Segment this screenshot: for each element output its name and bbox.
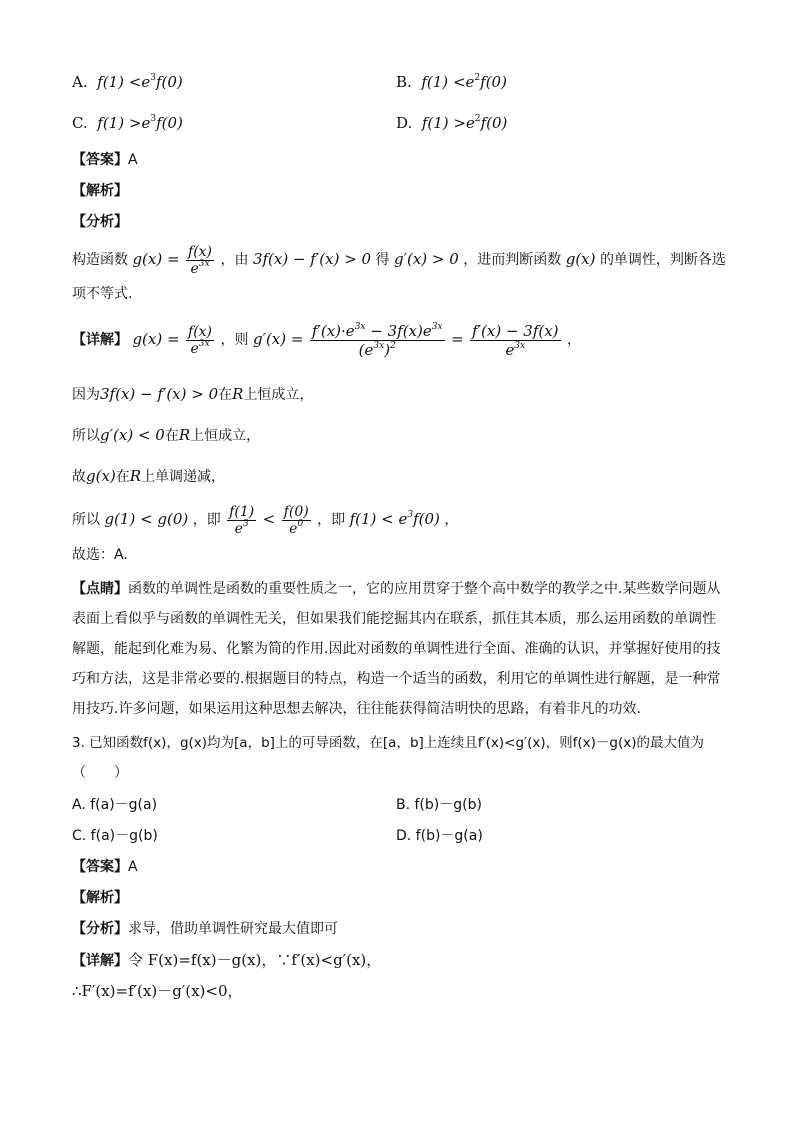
final-line — [72, 496, 458, 543]
option-c-label: C. — [72, 114, 88, 132]
option-b-rhs: f(0) — [480, 73, 507, 91]
xj-den-exp: 3x — [373, 340, 385, 351]
fin-fraction-1-den: $e^3$ — [234, 518, 249, 537]
q3-answer — [72, 857, 138, 877]
q2-answer — [72, 150, 138, 170]
gu-c: 上单调递减， — [141, 469, 226, 485]
because-expr: 3f(x) − f′(x) > 0 — [100, 385, 219, 403]
dianjing-line-3: 解题，能起到化难为易、化繁为简的作用.因此对函数的单调性进行全面、准确的认识，并掌握好使用的技 — [72, 641, 721, 657]
q3-fenxi-text: 求导，借助单调性研究最大值即可 — [128, 921, 338, 937]
option-b-exp: 2 — [474, 73, 481, 83]
option-d-rhs: f(0) — [480, 114, 508, 132]
xj-fraction-2-num — [310, 322, 445, 341]
fin-b: ，即 — [192, 512, 221, 528]
fenxi-line-1 — [72, 240, 726, 279]
fenxi-fraction — [186, 244, 214, 277]
fin-expr: g(1) < g(0) — [104, 510, 189, 528]
fin-expr2 — [350, 510, 440, 528]
fin-fraction-2-den: $e^0$ — [289, 518, 304, 537]
option-d-exp: 2 — [474, 114, 481, 124]
fenxi-fraction-num: f(x) — [188, 243, 213, 260]
q3-xiangjie — [72, 950, 381, 971]
option-a-op: < — [128, 73, 142, 91]
option-a-exp: 3 — [150, 73, 156, 83]
xj-den-close: ) — [384, 340, 391, 359]
option-c-lhs: f(1) — [97, 114, 125, 132]
q3-fenxi-tag: 【分析】 — [72, 921, 128, 937]
xj-equals: = — [451, 330, 464, 348]
option-d-label: D. — [396, 114, 413, 132]
xj-gprime: g′(x) = — [252, 330, 304, 348]
fin-fraction-1-num: f(1) — [229, 503, 255, 520]
jiexi-tag: 【解析】 — [72, 183, 128, 199]
gu-a: 故 — [72, 469, 86, 485]
xj-fraction-3-num: f′(x) − 3f(x) — [472, 321, 559, 340]
so-line — [72, 425, 260, 446]
xiangjie-tag: 【详解】 — [72, 332, 128, 348]
xj-den-pow: 2 — [390, 340, 396, 351]
fenxi-den-base: e — [190, 260, 199, 277]
q3-xiangjie-tag: 【详解】 — [72, 953, 128, 969]
so-a: 所以 — [72, 428, 100, 444]
xj-comma: ， — [566, 332, 581, 348]
q3-answer-tag: 【答案】 — [72, 859, 128, 875]
option-a-lhs: f(1) — [97, 73, 124, 91]
dianjing-paragraph — [72, 574, 722, 724]
xj-fraction-1-exp: 3x — [198, 338, 210, 349]
xj-num-mid: − 3f(x)e — [365, 321, 432, 340]
q3-blank: （ ） — [72, 765, 128, 781]
gu-line — [72, 466, 225, 487]
q3-option-c: C. f(a)－g(b) — [72, 828, 158, 844]
because-c: 上恒成立， — [243, 387, 314, 403]
xj-fraction-1 — [186, 324, 214, 357]
answer-value: A — [128, 152, 138, 168]
xj-fraction-3 — [470, 322, 560, 359]
option-d — [396, 113, 507, 133]
option-a — [72, 72, 183, 92]
option-b-op: < — [452, 73, 466, 91]
q3-option-b: B. f(b)－g(b) — [396, 797, 482, 813]
document-page — [72, 0, 726, 1123]
fin-a: 所以 — [72, 512, 100, 528]
fenxi-fraction-den — [186, 258, 214, 277]
option-c — [72, 113, 183, 133]
q3-jiexi-tag: 【解析】 — [72, 890, 128, 906]
fenxi-text-c: 得 — [375, 252, 390, 268]
xj-num-a: f′(x)·e — [311, 321, 355, 340]
xj-fraction-1-den: $e^{3x}$ — [190, 338, 210, 357]
dianjing-line-2: 表面上看似乎与函数的单调性无关，但如果我们能挖掘其内在联系，抓住其本质，那么运用函数的单调性 — [72, 611, 716, 627]
option-b-lhs: f(1) — [421, 73, 449, 91]
fin-expr2-exp: 3 — [407, 510, 414, 520]
q3-fenxi — [72, 919, 338, 939]
option-b — [396, 72, 507, 92]
fin-d: ， — [444, 512, 459, 528]
so-expr: g′(x) < 0 — [100, 426, 165, 444]
q3-option-d: D. f(b)－g(a) — [396, 828, 483, 844]
xj-fraction-2-den — [310, 341, 445, 359]
option-c-op: > — [128, 114, 142, 132]
option-d-base: e — [465, 114, 475, 132]
so-R: R — [178, 426, 191, 444]
dianjing-line-1 — [72, 574, 722, 604]
fin-expr2-b: f(0) — [413, 510, 440, 528]
fin-c: ，即 — [317, 512, 346, 528]
fenxi-text-b: ，由 — [220, 252, 249, 268]
fenxi-gprime: g′(x) > 0 — [393, 250, 459, 268]
gu-R: R — [129, 467, 142, 485]
option-c-rhs: f(0) — [156, 114, 183, 132]
fin-fraction-1 — [227, 504, 256, 537]
q3-xiangjie-text: 令 F(x)=f(x)－g(x)，∵f′(x)<g′(x)， — [128, 951, 382, 969]
option-b-label: B. — [396, 73, 412, 91]
fin-fraction-2-num: f(0) — [283, 503, 309, 520]
xiangjie-line — [72, 314, 581, 365]
q3-option-a: A. f(a)－g(a) — [72, 797, 158, 813]
option-c-base: e — [141, 114, 151, 132]
option-d-lhs: f(1) — [421, 114, 449, 132]
because-R: R — [232, 385, 244, 403]
answer-tag: 【答案】 — [72, 152, 128, 168]
gu-expr: g(x) — [86, 467, 116, 485]
fenxi-text-a: 构造函数 — [72, 252, 128, 268]
q3-answer-value: A — [128, 859, 138, 875]
fenxi-text-d: ，进而判断函数 — [463, 252, 562, 268]
xj-g-def: g(x) = — [132, 330, 180, 348]
fin-lt: < — [262, 510, 276, 528]
q3-derivative-line: ∴F′(x)=f′(x)－g′(x)<0， — [72, 982, 243, 1000]
q3-stem: 3. 已知函数f(x)，g(x)均为[a，b]上的可导函数，在[a，b]上连续且f′(x)<g′(x)，则f(x)－g(x)的最大值为 — [72, 735, 704, 751]
because-line — [72, 384, 313, 405]
xj-num-exp1: 3x — [354, 321, 366, 332]
xj-fraction-1-num: f(x) — [188, 323, 213, 340]
option-a-base: e — [141, 73, 151, 91]
fin-fraction-2 — [282, 504, 311, 537]
option-b-base: e — [465, 73, 475, 91]
option-d-op: > — [453, 114, 466, 132]
fenxi-tag: 【分析】 — [72, 214, 128, 230]
option-a-rhs: f(0) — [155, 73, 183, 91]
xj-fraction-2 — [310, 322, 445, 359]
because-b: 在 — [218, 387, 233, 403]
fenxi-g-def: g(x) = — [132, 250, 180, 268]
so-c: 上恒成立， — [190, 428, 261, 444]
fin-fraction-2-exp: 0 — [297, 518, 304, 529]
so-b: 在 — [164, 428, 179, 444]
xj-then: ，则 — [220, 332, 249, 348]
dianjing-line-5: 用技巧.许多问题，如果运用这种思想去解决，往往能获得简洁明快的思路，有着非凡的功效. — [72, 701, 641, 717]
fin-expr2-a: f(1) < e — [349, 510, 408, 528]
xj-num-exp2: 3x — [431, 321, 443, 332]
fenxi-ineq: 3f(x) − f′(x) > 0 — [252, 250, 372, 268]
fenxi-text-e: 的单调性，判断各选 — [599, 252, 726, 268]
fenxi-gx: g(x) — [565, 250, 596, 268]
xj-fraction-3-den: $e^{3x}$ — [505, 340, 526, 359]
xj-den-a: (e — [358, 340, 374, 359]
dianjing-tag: 【点睛】 — [72, 581, 128, 597]
option-a-label: A. — [72, 73, 88, 91]
dianjing-line-4: 巧和方法，这是非常必要的.根据题目的特点，构造一个适当的函数，利用它的单调性进行解题，是一种常 — [72, 671, 721, 687]
fenxi-den-exp: 3x — [198, 258, 210, 269]
gu-b: 在 — [115, 469, 130, 485]
dianjing-text-1: 函数的单调性是函数的重要性质之一，它的应用贯穿于整个高中数学的教学之中.某些数学问题从 — [128, 581, 721, 597]
fin-fraction-1-exp: 3 — [242, 518, 249, 529]
because-a: 因为 — [72, 387, 100, 403]
option-c-exp: 3 — [150, 114, 157, 124]
xj-fraction-3-exp: 3x — [514, 340, 526, 351]
fenxi-line-2: 项不等式. — [72, 286, 133, 302]
choose-line: 故选：A. — [72, 547, 128, 563]
